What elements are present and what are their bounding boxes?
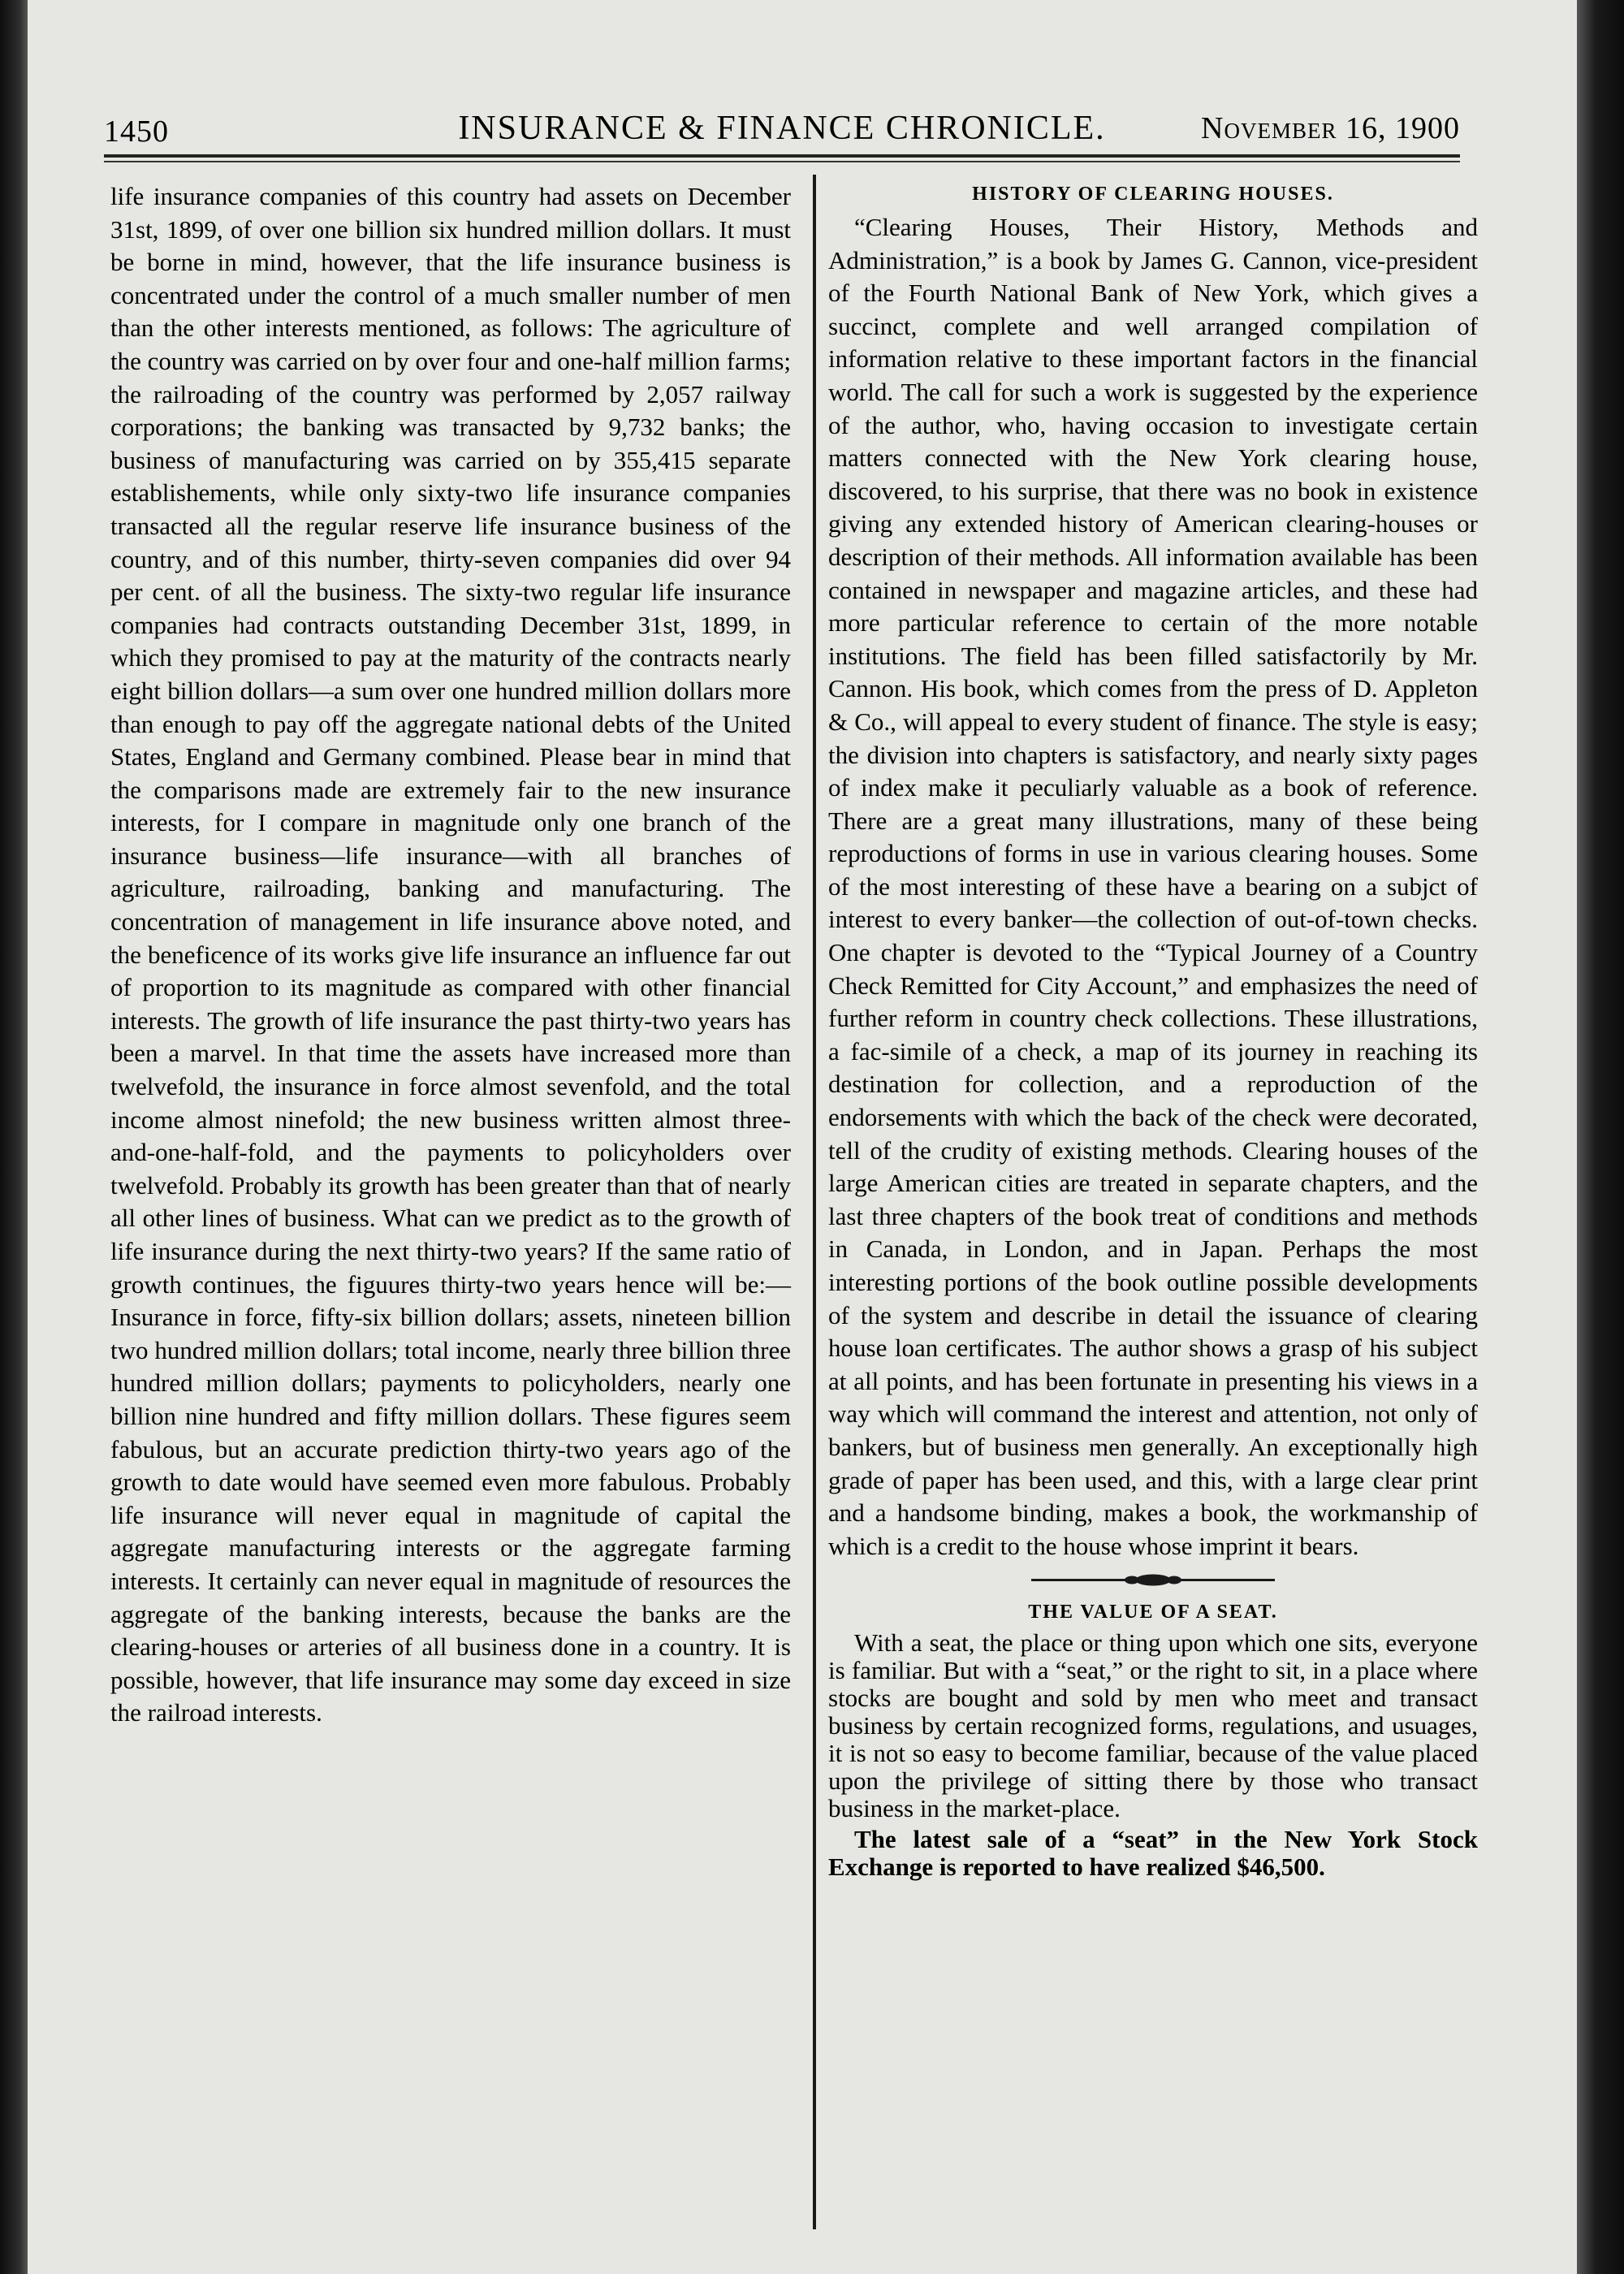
header-rule <box>104 154 1460 158</box>
value-of-seat-section <box>828 1598 1478 1881</box>
book-binding-shadow <box>0 0 28 2274</box>
column-divider <box>813 175 816 2229</box>
right-column <box>828 180 1478 1881</box>
value-of-seat-text: With a seat, the place or thing upon which one sits, everyone is familiar. But with a “seat,” or the right to sit, in a place where stocks are bought and sold by men who meet and transact business by certain recognized forms, regulations, and usuages, it is not so easy to become familiar, because of the value placed upon the privilege of sitting there by those who transact business in the market-place. <box>828 1628 1478 1823</box>
left-column <box>110 180 791 1730</box>
value-of-seat-heading: THE VALUE OF A SEAT. <box>1028 1602 1278 1623</box>
clearing-houses-heading: HISTORY OF CLEARING HOUSES. <box>972 184 1334 205</box>
running-header <box>104 104 1460 153</box>
section-ornament <box>828 1571 1478 1598</box>
divider-ornament-icon <box>1031 1571 1275 1590</box>
header-rule-thin <box>104 161 1460 162</box>
issue-date: November 16, 1900 <box>1201 111 1460 145</box>
page-number: 1450 <box>104 115 169 149</box>
publication-title: INSURANCE & FINANCE CHRONICLE. <box>458 110 1106 147</box>
left-column-text: life insurance companies of this country had assets on December 31st, 1899, of over one billion six hundred million dollars. It must be borne in mind, however, that the life insurance business is concentrated under the control of a much smaller number of men than the other interests mentioned, as follows: The agriculture of the country was carried on by over four and one-half million farms; the railroading of the country was performed by 2,057 railway corporations; the banking was transacted by 9,732 banks; the business of manufacturing was carried on by 355,415 separate establishements, while only sixty-two life insurance companies transacted all the regular reserve life insurance business of the country, and of this number, thirty-seven companies did over 94 per cent. of all the business. The sixty-two regular life insurance companies had contracts outstanding December 31st, 1899, in which they promised to pay at the maturity of the contracts nearly eight billion dollars—a sum over one hundred million dollars more than enough to pay off the aggregate national debts of the United States, England and Germany combined. Please bear in mind that the comparisons made are extremely fair to the new insurance interests, for I compare in magnitude only one branch of the insurance business—life insurance—with all branches of agriculture, railroading, banking and manufacturing. The concentration of management in life insurance above noted, and the beneficence of its works give life insurance an influence far out of proportion to its magnitude as compared with other financial interests. The growth of life insurance the past thirty-two years has been a marvel. In that time the assets have increased more than twelvefold, the insurance in force almost sevenfold, and the total income almost ninefold; the new business written almost three-and-one-half-fold, and the payments to policyholders over twelvefold. Probably its growth has been greater than that of nearly all other lines of business. What can we predict as to the growth of life insurance during the next thirty-two years? If the same ratio of growth continues, the figuures thirty-two years hence will be:—Insurance in force, fifty-six billion dollars; assets, nineteen billion two hundred million dollars; total income, nearly three billion three hundred million dollars; payments to policyholders, nearly one billion nine hundred and fifty million dollars. These figures seem fabulous, but an accurate prediction thirty-two years ago of the growth to date would have seemed even more fabulous. Probably life insurance will never equal in magnitude of capital the aggregate manufacturing interests or the aggregate farming interests. It certainly can never equal in magnitude of resources the aggregate of the banking interests, because the banks are the clearing-houses or arteries of all business done in a country. It is possible, however, that life insurance may some day exceed in size the railroad interests. <box>110 182 791 1727</box>
clearing-houses-text: “Clearing Houses, Their History, Methods and Administration,” is a book by James G. Cannon, vice-president of the Fourth National Bank of New York, which gives a succinct, complete and well arranged compilation of information relative to these important factors in the financial world. The call for such a work is suggested by the experience of the author, who, having occasion to investigate certain matters connected with the New York clearing house, discovered, to his surprise, that there was no book in existence giving any extended history of American clearing-houses or description of their methods. All information available has been contained in newspaper and magazine articles, and these had more particular reference to certain of the more notable institutions. The field has been filled satisfactorily by Mr. Cannon. His book, which comes from the press of D. Appleton & Co., will appeal to every student of finance. The style is easy; the division into chapters is satisfactory, and nearly sixty pages of index make it peculiarly valuable as a book of reference. There are a great many illustrations, many of these being reproductions of forms in use in various clearing houses. Some of the most interesting of these have a bearing on a subjct of interest to every banker—the collection of out-of-town checks. One chapter is devoted to the “Typical Journey of a Country Check Remitted for City Account,” and emphasizes the need of further reform in country check collections. These illustrations, a fac-simile of a check, a map of its journey in reaching its destination for collection, and a reproduction of the endorsements with which the back of the check were decorated, tell of the crudity of existing methods. Clearing houses of the large American cities are treated in separate chapters, and the last three chapters of the book treat of conditions and methods in Canada, in London, and in Japan. Perhaps the most interesting portions of the book outline possible developments of the system and describe in detail the issuance of clearing house loan certificates. The author shows a grasp of his subject at all points, and has been fortunate in presenting his views in a way which will command the interest and attention, not only of bankers, but of business men generally. An exceptionally high grade of paper has been used, and this, with a large clear print and a handsome binding, makes a book, the workmanship of which is a credit to the house whose imprint it bears. <box>828 213 1478 1560</box>
page-edge-shadow <box>1577 0 1624 2274</box>
value-of-seat-sale-text: The latest sale of a “seat” in the New York Stock Exchange is reported to have realized $46,500. <box>828 1825 1478 1882</box>
